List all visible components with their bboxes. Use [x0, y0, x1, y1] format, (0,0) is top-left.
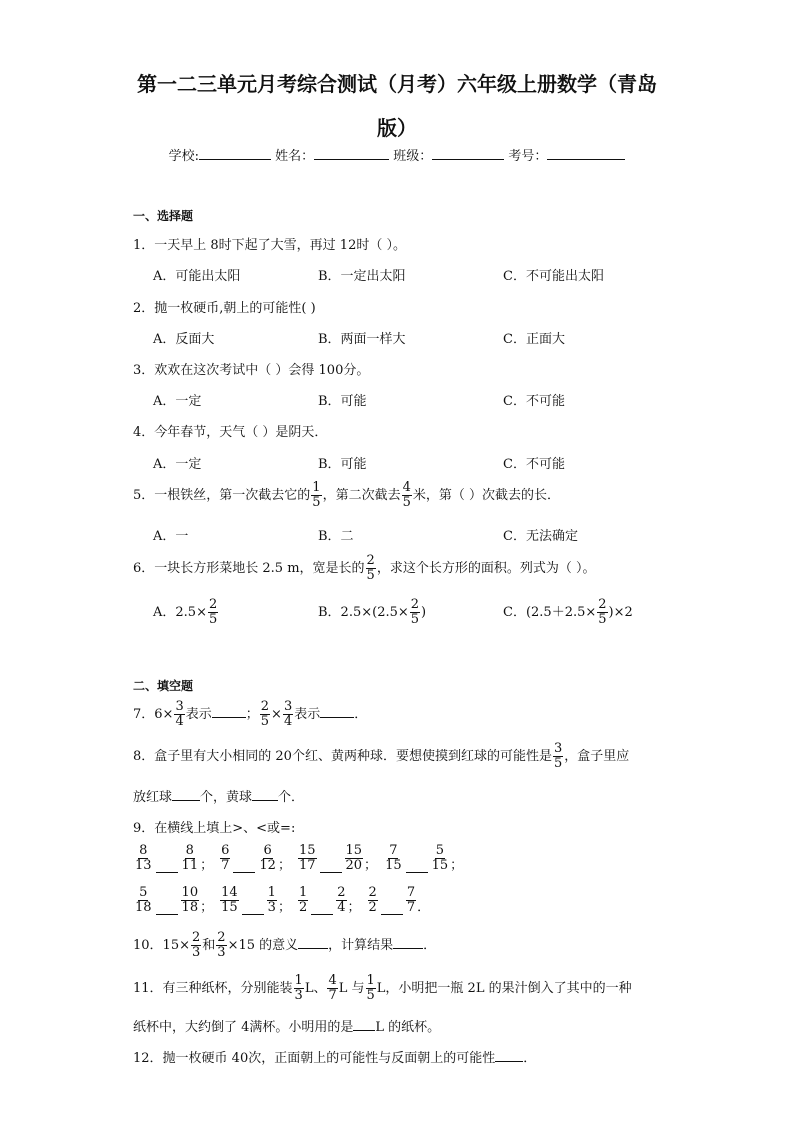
question-7: 7．6× $\frac{3}{4}$ 表示 ； $\frac{2}{5}$ × $\frac{3}{4}$ 表示 ．	[133, 699, 368, 729]
name-label: 姓名：	[275, 149, 315, 164]
q6-option-a[interactable]: A．2.5× $\frac{2}{5}$	[153, 597, 218, 627]
fraction: $\frac{10}{18}$	[181, 885, 199, 915]
separator: ；	[450, 858, 464, 873]
question-8-line1: 8．盒子里有大小相同的 20个红、黄两种球．要想使摸到红球的可能性是 $\frac{3}{5}$ ，盒子里应	[133, 741, 630, 771]
page-title-line2: 版）	[377, 116, 417, 140]
fraction: $\frac{1}{5}$	[312, 480, 321, 510]
fraction: $\frac{8}{13}$	[135, 843, 152, 873]
separator: ；	[277, 858, 291, 873]
fraction: $\frac{7}{15}$	[385, 843, 402, 873]
q12-blank[interactable]	[495, 1047, 523, 1062]
q3-option-a[interactable]: A．一定	[153, 394, 202, 409]
fraction: $\frac{5}{18}$	[135, 885, 152, 915]
question-6: 6．一块长方形菜地长 2.5 m，宽是长的 $\frac{2}{5}$ ，求这个长方形的面积。列式为（ ）。	[133, 553, 596, 583]
comparison-item	[383, 844, 463, 873]
q10-blank-1[interactable]	[298, 934, 328, 949]
q7-blank-1[interactable]	[212, 703, 246, 718]
fraction: $\frac{15}{20}$	[345, 843, 363, 873]
question-3: 3．欢欢在这次考试中（ ）会得 100分。	[133, 363, 370, 378]
separator: ；	[277, 900, 291, 915]
number-field[interactable]	[547, 145, 625, 160]
name-field[interactable]	[314, 145, 389, 160]
separator: ；	[347, 900, 361, 915]
question-12: 12．抛一枚硬币 40次，正面朝上的可能性与反面朝上的可能性 ．	[133, 1047, 536, 1066]
question-1: 1．一天早上 8时下起了大雪，再过 12时（ ）。	[133, 238, 406, 253]
comparison-item	[219, 886, 291, 915]
q2-option-b[interactable]: B．两面一样大	[318, 332, 406, 347]
q10-blank-2[interactable]	[393, 934, 423, 949]
fraction: $\frac{4}{5}$	[402, 480, 411, 510]
comparison-item	[297, 844, 377, 873]
fraction: $\frac{1}{2}$	[298, 885, 308, 915]
compare-blank[interactable]	[156, 860, 178, 873]
question-11-line1: 11．有三种纸杯，分别能装 $\frac{1}{3}$ L、 $\frac{4}{7}$ L 与 $\frac{1}{5}$ L，小明把一瓶 2L 的果汁倒入了其中的一种	[133, 973, 632, 1003]
question-4: 4．今年春节，天气（ ）是阴天．	[133, 425, 328, 440]
q3-option-c[interactable]: C．不可能	[503, 394, 565, 409]
fraction: $\frac{6}{12}$	[259, 843, 276, 873]
q9-row-1	[133, 843, 469, 873]
separator: ；	[364, 858, 378, 873]
q4-option-b[interactable]: B．可能	[318, 457, 367, 472]
q1-option-a[interactable]: A．可能出太阳	[153, 269, 241, 284]
q5-option-c[interactable]: C．无法确定	[503, 529, 578, 544]
number-label: 考号：	[508, 149, 548, 164]
fraction: $\frac{5}{15}$	[431, 843, 449, 873]
question-9: 9．在横线上填上>、<或=:	[133, 821, 296, 836]
compare-blank[interactable]	[233, 860, 255, 873]
q2-option-c[interactable]: C．正面大	[503, 332, 565, 347]
q9-row-2	[133, 885, 436, 915]
class-label: 班级：	[393, 149, 433, 164]
q5-option-b[interactable]: B．二	[318, 529, 354, 544]
fraction: $\frac{15}{17}$	[298, 843, 316, 873]
q2-option-a[interactable]: A．反面大	[153, 332, 215, 347]
q3-option-b[interactable]: B．可能	[318, 394, 367, 409]
fraction: $\frac{2}{4}$	[337, 885, 346, 915]
comparison-item	[219, 844, 291, 873]
page-title: 第一二三单元月考综合测试（月考）六年级上册数学（青岛	[137, 72, 657, 96]
q8-blank-yellow[interactable]	[252, 786, 278, 801]
fraction: $\frac{14}{15}$	[221, 885, 238, 915]
fraction: $\frac{1}{3}$	[267, 885, 276, 915]
fraction: $\frac{7}{7}$	[406, 885, 416, 915]
q6-option-b[interactable]: B．2.5×(2.5× $\frac{2}{5}$ )	[318, 597, 427, 627]
compare-blank[interactable]	[320, 860, 342, 873]
fraction: $\frac{6}{7}$	[221, 843, 230, 873]
comparison-item	[367, 886, 431, 915]
separator: ．	[417, 900, 431, 915]
school-label: 学校:	[168, 149, 199, 164]
compare-blank[interactable]	[242, 902, 264, 915]
question-11-line2: 纸杯中，大约倒了 4满杯。小明用的是 L 的纸杯。	[133, 1016, 440, 1035]
compare-blank[interactable]	[406, 860, 428, 873]
q6-option-c[interactable]: C．(2.5＋2.5× $\frac{2}{5}$ )×2	[503, 597, 633, 627]
q11-blank[interactable]	[353, 1016, 375, 1031]
comparison-item	[297, 886, 361, 915]
q4-option-c[interactable]: C．不可能	[503, 457, 565, 472]
q1-option-c[interactable]: C．不可能出太阳	[503, 269, 604, 284]
comparison-item	[133, 886, 213, 915]
q7-blank-2[interactable]	[320, 703, 354, 718]
question-2: 2．抛一枚硬币,朝上的可能性( )	[133, 301, 316, 316]
school-field[interactable]	[199, 145, 271, 160]
section-heading-fill: 二、填空题	[133, 679, 194, 693]
compare-blank[interactable]	[381, 902, 403, 915]
q5-option-a[interactable]: A．一	[153, 529, 189, 544]
student-info-line	[0, 145, 794, 164]
q8-blank-red[interactable]	[172, 786, 200, 801]
section-heading-choice: 一、选择题	[133, 209, 194, 223]
fraction: $\frac{8}{11}$	[181, 843, 199, 873]
fraction: $\frac{2}{2}$	[368, 885, 377, 915]
question-10: 10．15× $\frac{2}{3}$ 和 $\frac{2}{3}$ ×15 的意义 ，计算结果 ．	[133, 930, 437, 960]
class-field[interactable]	[432, 145, 504, 160]
question-5: 5．一根铁丝，第一次截去它的 $\frac{1}{5}$ ，第二次截去 $\frac{4}{5}$ 米，第（ ）次截去的长．	[133, 480, 560, 510]
comparison-item	[133, 844, 213, 873]
compare-blank[interactable]	[156, 902, 178, 915]
fraction: $\frac{2}{5}$	[366, 553, 375, 583]
separator: ；	[200, 900, 214, 915]
q1-option-b[interactable]: B．一定出太阳	[318, 269, 406, 284]
q4-option-a[interactable]: A．一定	[153, 457, 202, 472]
question-8-line2: 放红球 个，黄球 个．	[133, 786, 304, 805]
compare-blank[interactable]	[311, 902, 333, 915]
separator: ；	[200, 858, 214, 873]
